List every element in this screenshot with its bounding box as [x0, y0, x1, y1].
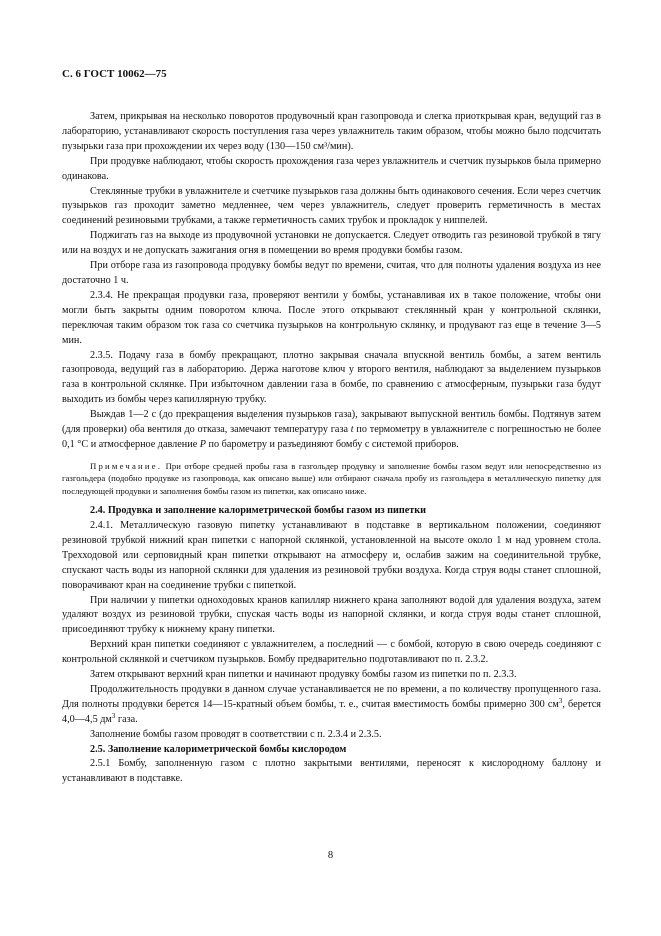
paragraph: Заполнение бомбы газом проводят в соответствии с п. 2.3.4 и 2.3.5.	[90, 728, 382, 740]
text-run: Продолжительность продувки в данном случае устанавливается не по времени, а по количеству пропущенного газа. Для полноты продувки берется 14—15-кратный объем бомбы, т. е., считая вместимость бомбы примерно 300 см	[62, 683, 601, 710]
symbol-t: t	[350, 424, 354, 436]
section-2-3-4: 2.3.4. Не прекращая продувки газа, проверяют вентили у бомбы, устанавливая их в такое положение, чтобы они могли быть закрыты одним поворотом ключа. После этого открывают стеклянный кран у контрольной склянки, переключая таким образом ток газа со счетчика пузырьков на контрольную склянку, и продувают газ еще в течение 3—5 мин.	[62, 289, 601, 346]
paragraph: Поджигать газ на выходе из продувочной установки не допускается. Следует отводить газ резиновой трубкой в тягу или на воздух и не допускать зажигания огня в помещении во время продувки бомбы газом.	[62, 230, 601, 257]
paragraph: При наличии у пипетки одноходовых кранов капилляр нижнего крана заполняют водой для удаления воздуха, затем удаляют воздух из резиновой трубки, спуская часть воды из напорной склянки, и когда струя воды станет сплошной, присоединяют трубку к нижнему крану пипетки.	[62, 594, 601, 636]
superscript: 3	[111, 711, 116, 720]
page-header: С. 6 ГОСТ 10062—75	[62, 68, 167, 80]
note	[62, 460, 601, 497]
page-number: 8	[327, 850, 334, 861]
note-text: При отборе средней пробы газа в газгольдер продувку и заполнение бомбы газом ведут или непосредственно из газгольдера (подобно продувке из газопровода, как описано выше) или отбирают сначала пробу из газгольдера в металлическую пипетку для последующей продувки и заполнения бомбы газом из пипетки, как описано ниже.	[62, 460, 601, 496]
paragraph: При продувке наблюдают, чтобы скорость прохождения газа через увлажнитель и счетчик пузырьков была примерно одинакова.	[62, 155, 601, 182]
text-run: , берется 4,0—4,5 дм	[62, 698, 601, 725]
section-heading-2-5: 2.5. Заполнение калориметрической бомбы кислородом	[90, 743, 347, 755]
paragraph	[62, 408, 601, 453]
text-run: по барометру и разъединяют бомбу с системой приборов.	[206, 438, 459, 450]
section-2-5-1: 2.5.1 Бомбу, заполненную газом с плотно закрытыми вентилями, переносят к кислородному баллону и устанавливают в подставке.	[62, 758, 601, 785]
section-heading-2-4: 2.4. Продувка и заполнение калориметрической бомбы газом из пипетки	[90, 505, 426, 517]
paragraph: Стеклянные трубки в увлажнителе и счетчике пузырьков газа должны быть одинакового сечения. Если через счетчик пузырьков газ проходит заметно медленнее, чем через увлажнитель, следует проверить герметичность в местах соединений резиновыми трубками, а также герметичность самих трубок и прокладок у ниппелей.	[62, 185, 601, 227]
text-run: Выждав 1—2 с (до прекращения выделения пузырьков газа), закрывают выпускной вентиль бомбы. Подтянув затем (для проверки) оба вентиля до отказа, замечают температуру газа	[62, 409, 601, 436]
paragraph: Верхний кран пипетки соединяют с увлажнителем, а последний — с бомбой, которую в свою очередь соединяют с контрольной склянкой и счетчиком пузырьков. Бомбу предварительно подготавливают по п. 2.3.2.	[62, 639, 601, 666]
paragraph	[62, 683, 601, 728]
note-label: Примечание.	[90, 460, 163, 471]
text-run: по термометру в увлажнителе с погрешностью не более 0,1 °С и атмосферное давление	[62, 424, 602, 450]
paragraph: Затем открывают верхний кран пипетки и начинают продувку бомбы газом из пипетки по п. 2.3.3.	[90, 669, 517, 681]
paragraph: Затем, прикрывая на несколько поворотов продувочный кран газопровода и слегка приоткрывая кран, ведущий газ в лабораторию, устанавливают скорость поступления газа через увлажнитель таким образом, чтобы можно было подсчитать пузырьки газа при прохождении их через воду (130—150 см³/мин).	[62, 111, 601, 152]
superscript: 3	[558, 696, 563, 705]
paragraph: При отборе газа из газопровода продувку бомбы ведут по времени, считая, что для полноты удаления воздуха из нее достаточно 1 ч.	[62, 260, 601, 286]
section-2-3-5: 2.3.5. Подачу газа в бомбу прекращают, плотно закрывая сначала впускной вентиль бомбы, а затем вентиль газопровода, ведущий газ в лабораторию. Держа наготове ключ у второго вентиля, наблюдают за выделением пузырьков газа в контрольной склянке. При избыточном давлении газа в бомбе, по сравнению с атмосферным, пузырьки газа будут выходить из бомбы через капиллярную трубку.	[62, 349, 601, 406]
section-2-4-1: 2.4.1. Металлическую газовую пипетку устанавливают в подставке в вертикальном положении, соединяют резиновой трубкой нижний кран пипетки с напорной склянкой, установленной на высоте около 1 м над уровнем стола. Трехходовой или серповидный кран пипетки открывают на атмосферу и, ослабив зажим на соединительной трубке, спускают часть воды из напорной склянки для удаления из резиновой трубки воздуха. Когда струя воды станет сплошной, поворачивают кран на соединение трубки с пипеткой.	[62, 519, 601, 591]
symbol-p: P	[199, 438, 206, 450]
text-run: газа.	[115, 713, 138, 725]
